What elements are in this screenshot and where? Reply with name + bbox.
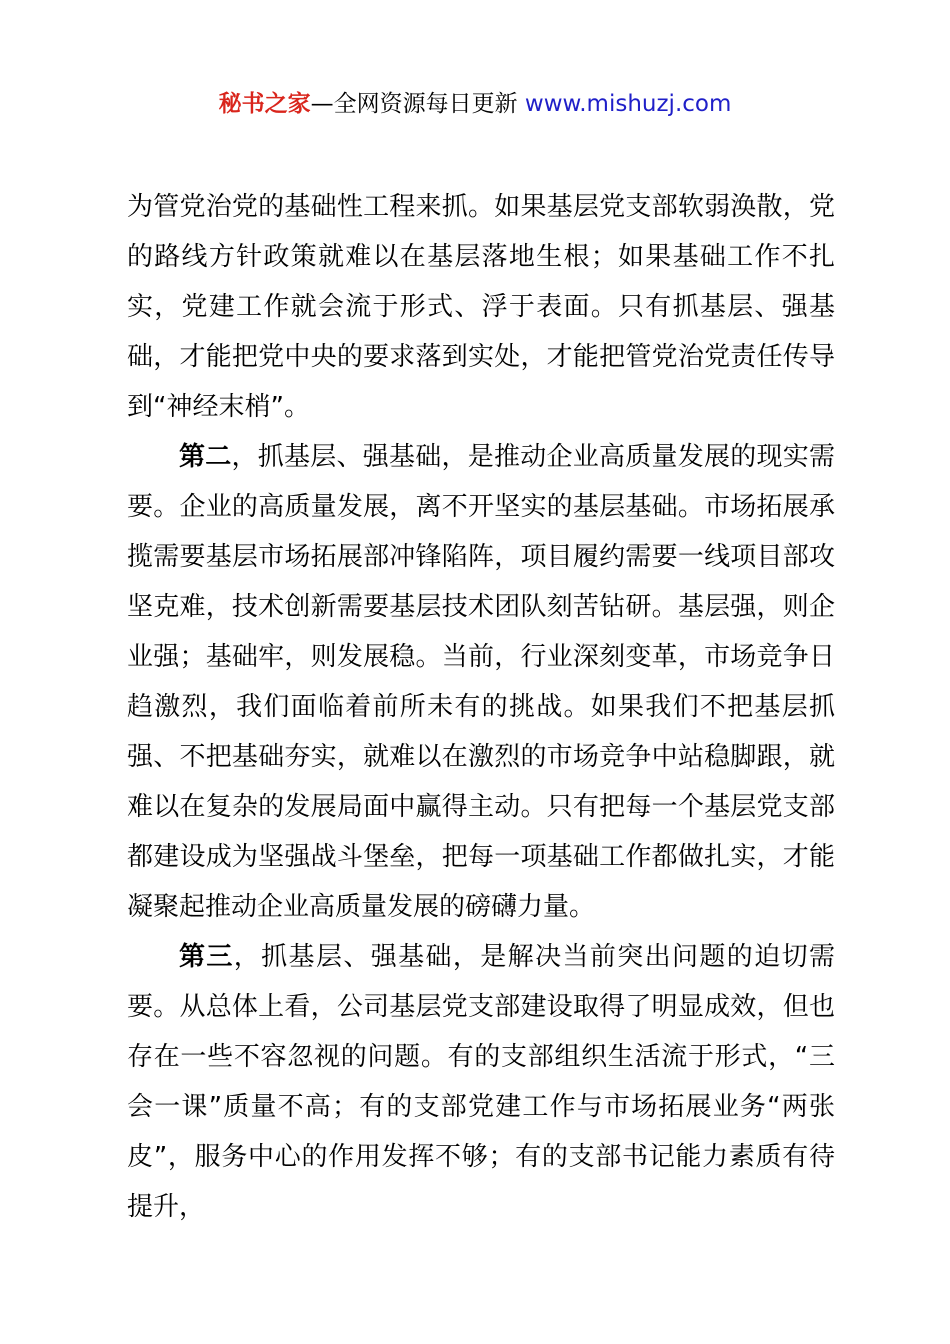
paragraph-text: ，抓基层、强基础，是解决当前突出问题的迫切需要。从总体上看，公司基层党支部建设取得了明显成效，但也存在一些不容忽视的问题。有的支部组织生活流于形式，“三会一课”质量不高；有的支部党建工作与市场拓展业务“两张皮”，服务中心的作用发挥不够；有的支部书记能力素质有待提升， [127, 942, 835, 1222]
paragraph-lead: 第三 [179, 942, 234, 972]
paragraph-text: 为管党治党的基础性工程来抓。如果基层党支部软弱涣散，党的路线方针政策就难以在基层落地生根；如果基础工作不扎实，党建工作就会流于形式、浮于表面。只有抓基层、强基础，才能把党中央的要求落到实处，才能把管党治党责任传导到“神经末梢”。 [127, 192, 835, 422]
header-tagline: —全网资源每日更新 [310, 91, 525, 117]
paragraph-continuation [127, 182, 835, 432]
site-header [0, 86, 950, 122]
paragraph-third [127, 932, 835, 1232]
paragraph-lead: 第二 [179, 442, 232, 472]
paragraph-text: ，抓基层、强基础，是推动企业高质量发展的现实需要。企业的高质量发展，离不开坚实的基层基础。市场拓展承揽需要基层市场拓展部冲锋陷阵，项目履约需要一线项目部攻坚克难，技术创新需要基层技术团队刻苦钻研。基层强，则企业强；基础牢，则发展稳。当前，行业深刻变革，市场竞争日趋激烈，我们面临着前所未有的挑战。如果我们不把基层抓强、不把基础夯实，就难以在激烈的市场竞争中站稳脚跟，就难以在复杂的发展局面中赢得主动。只有把每一个基层党支部都建设成为坚强战斗堡垒，把每一项基础工作都做扎实，才能凝聚起推动企业高质量发展的磅礴力量。 [127, 442, 835, 922]
site-url-link[interactable]: www.mishuzj.com [524, 91, 732, 117]
brand-name: 秘书之家 [218, 91, 311, 117]
paragraph-second [127, 432, 835, 932]
document-body [127, 182, 835, 1232]
